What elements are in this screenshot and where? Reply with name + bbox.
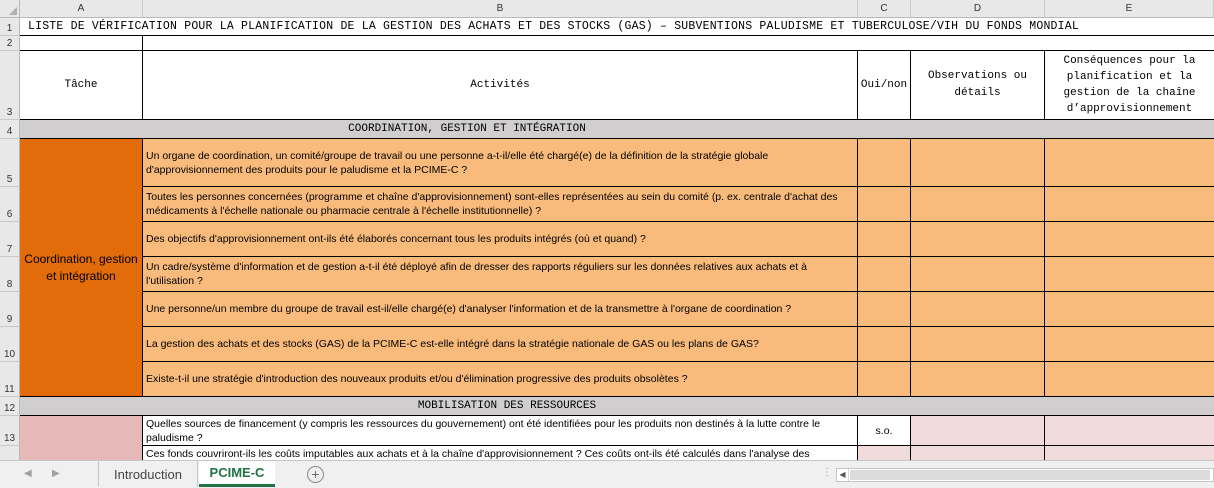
row-header-6[interactable]: 6: [0, 187, 20, 222]
yes-no-cell[interactable]: [858, 292, 911, 327]
header-yes-no[interactable]: Oui/non: [858, 51, 911, 120]
group-label-resources[interactable]: [20, 416, 143, 460]
row-header-4[interactable]: 4: [0, 120, 20, 139]
scroll-left-arrow-icon[interactable]: ◀: [837, 469, 849, 481]
activity-cell[interactable]: Un organe de coordination, un comité/groupe de travail ou une personne a-t-il/elle été chargé(e) de la définition de la stratégie globale d'approvisionnement des produits pour le paludisme et la PCIME-C ?: [143, 139, 858, 187]
activity-cell[interactable]: Existe-t-il une stratégie d'introduction des nouveaux produits et/ou d'élimination progressive des produits obsolètes ?: [143, 362, 858, 397]
tab-pcime-c[interactable]: PCIME-C: [199, 461, 275, 487]
section-header-coordination[interactable]: COORDINATION, GESTION ET INTÉGRATION: [20, 120, 1214, 139]
observations-cell[interactable]: [911, 292, 1045, 327]
observations-cell[interactable]: [911, 139, 1045, 187]
yes-no-cell[interactable]: [858, 187, 911, 222]
activity-cell[interactable]: Des objectifs d'approvisionnement ont-ils été élaborés concernant tous les produits intégrés (où et quand) ?: [143, 222, 858, 257]
row-header-8[interactable]: 8: [0, 257, 20, 292]
add-sheet-button[interactable]: +: [307, 466, 324, 483]
yes-no-cell[interactable]: [858, 362, 911, 397]
yes-no-cell[interactable]: [858, 222, 911, 257]
header-observations[interactable]: Observations ou détails: [911, 51, 1045, 120]
sheet-tab-bar: [0, 460, 1214, 488]
activity-cell[interactable]: Toutes les personnes concernées (programme et chaîne d'approvisionnement) sont-elles représentées au sein du comité (p. ex. centrale d'achat des médicaments à l'échelle nationale ou pharmacie centrale à l'échelle institutionnelle) ?: [143, 187, 858, 222]
consequences-cell[interactable]: [1045, 446, 1214, 460]
yes-no-cell[interactable]: [858, 139, 911, 187]
row-header-2[interactable]: 2: [0, 36, 20, 51]
column-header-b[interactable]: B: [143, 0, 858, 18]
section-header-resources[interactable]: MOBILISATION DES RESSOURCES: [20, 397, 1214, 416]
observations-cell[interactable]: [911, 257, 1045, 292]
prev-sheet-arrow-icon[interactable]: ◀: [24, 468, 32, 479]
activity-cell[interactable]: La gestion des achats et des stocks (GAS) de la PCIME-C est-elle intégré dans la stratégie nationale de GAS ou les plans de GAS?: [143, 327, 858, 362]
consequences-cell[interactable]: [1045, 222, 1214, 257]
yes-no-cell[interactable]: s.o.: [858, 416, 911, 446]
horizontal-scrollbar[interactable]: [836, 468, 1214, 482]
row-header-10[interactable]: 10: [0, 327, 20, 362]
observations-cell[interactable]: [911, 416, 1045, 446]
consequences-cell[interactable]: [1045, 416, 1214, 446]
row-header-7[interactable]: 7: [0, 222, 20, 257]
activity-cell[interactable]: Quelles sources de financement (y compris les ressources du gouvernement) ont été identifiées pour les produits non destinés à la lutte contre le paludisme ?: [143, 416, 858, 446]
observations-cell[interactable]: [911, 327, 1045, 362]
group-label-coordination[interactable]: Coordination, gestion et intégration: [20, 139, 143, 397]
row-header-12[interactable]: 12: [0, 397, 20, 416]
consequences-cell[interactable]: [1045, 257, 1214, 292]
column-header-c[interactable]: C: [858, 0, 911, 18]
sheet-title[interactable]: LISTE DE VÉRIFICATION POUR LA PLANIFICATION DE LA GESTION DES ACHATS ET DES STOCKS (GAS) – SUBVENTIONS PALUDISME ET TUBERCULOSE/VIH DU FONDS MONDIAL: [20, 18, 1214, 36]
column-header-e[interactable]: E: [1045, 0, 1214, 18]
consequences-cell[interactable]: [1045, 362, 1214, 397]
activity-cell[interactable]: Une personne/un membre du groupe de travail est-il/elle chargé(e) d'analyser l'information et de la transmettre à l'organe de coordination ?: [143, 292, 858, 327]
consequences-cell[interactable]: [1045, 327, 1214, 362]
yes-no-cell[interactable]: [858, 257, 911, 292]
observations-cell[interactable]: [911, 446, 1045, 460]
next-sheet-arrow-icon[interactable]: ▶: [52, 468, 60, 479]
row-header-9[interactable]: 9: [0, 292, 20, 327]
row-header-1[interactable]: 1: [0, 18, 20, 36]
row-header-13[interactable]: 13: [0, 416, 20, 446]
header-activities[interactable]: Activités: [143, 51, 858, 120]
tab-split-grip-icon[interactable]: ⋮: [822, 467, 832, 478]
row-header-14[interactable]: [0, 446, 20, 460]
row-header-11[interactable]: 11: [0, 362, 20, 397]
select-all-corner[interactable]: [0, 0, 20, 18]
scrollbar-thumb[interactable]: [850, 470, 1210, 480]
yes-no-cell[interactable]: [858, 446, 911, 460]
consequences-cell[interactable]: [1045, 139, 1214, 187]
observations-cell[interactable]: [911, 187, 1045, 222]
column-header-a[interactable]: A: [20, 0, 143, 18]
row-header-5[interactable]: 5: [0, 139, 20, 187]
yes-no-cell[interactable]: [858, 327, 911, 362]
header-consequences[interactable]: Conséquences pour la planification et la gestion de la chaîne d’approvisionnement: [1045, 51, 1214, 120]
consequences-cell[interactable]: [1045, 292, 1214, 327]
activity-cell[interactable]: Ces fonds couvriront-ils les coûts imputables aux achats et à la chaîne d'approvisionnement ? Ces coûts ont-ils été calculés dans l'analyse des: [143, 446, 858, 460]
cell-a2[interactable]: [20, 36, 143, 51]
column-header-d[interactable]: D: [911, 0, 1045, 18]
consequences-cell[interactable]: [1045, 187, 1214, 222]
observations-cell[interactable]: [911, 222, 1045, 257]
cell-b2[interactable]: [143, 36, 1214, 51]
row-header-3[interactable]: 3: [0, 51, 20, 120]
header-task[interactable]: Tâche: [20, 51, 143, 120]
observations-cell[interactable]: [911, 362, 1045, 397]
tab-introduction[interactable]: Introduction: [98, 461, 198, 487]
activity-cell[interactable]: Un cadre/système d'information et de gestion a-t-il été déployé afin de dresser des rapports réguliers sur les données relatives aux achats et à l'utilisation ?: [143, 257, 858, 292]
